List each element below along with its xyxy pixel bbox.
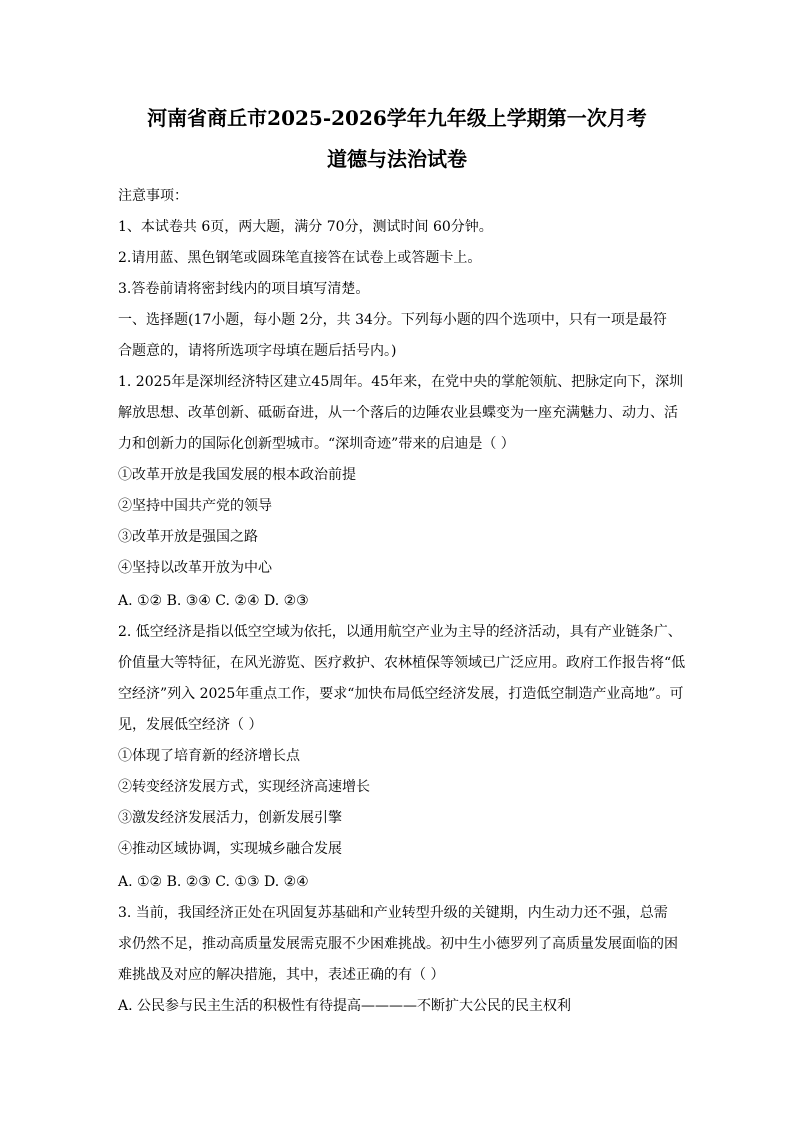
question-2-stem-line: 价值量大等特征，在风光游览、医疗救护、农林植保等领域已广泛应用。政府工作报告将“低 [118, 655, 686, 671]
question-1-stem-line: 解放思想、改革创新、砥砺奋进，从一个落后的边陲农业县蝶变为一座充满魅力、动力、活 [118, 405, 678, 421]
exam-title-line2: 道德与法治试卷 [327, 147, 467, 171]
question-3-stem-line: 难挑战及对应的解决措施，其中，表述正确的有（ ） [118, 967, 445, 983]
question-2-options: A. ①② B. ②③ C. ①③ D. ②④ [118, 874, 309, 890]
question-3-option-a: A. 公民参与民主生活的积极性有待提高————不断扩大公民的民主权利 [118, 998, 572, 1014]
question-2-stem-line: 2. 低空经济是指以低空空域为依托，以通用航空产业为主导的经济活动，具有产业链条广、 [118, 624, 682, 640]
section-intro-line: 合题意的，请将所选项字母填在题后括号内。) [118, 343, 397, 359]
question-1-statement: ④坚持以改革开放为中心 [118, 560, 272, 576]
note-item: 2.请用蓝、黑色钢笔或圆珠笔直接答在试卷上或答题卡上。 [118, 250, 482, 266]
question-3-stem-line: 求仍然不足，推动高质量发展需克服不少困难挑战。初中生小德罗列了高质量发展面临的困 [118, 936, 678, 952]
question-2-statement: ②转变经济发展方式，实现经济高速增长 [118, 779, 370, 795]
question-1-statement: ①改革开放是我国发展的根本政治前提 [118, 467, 356, 483]
question-2-statement: ③激发经济发展活力，创新发展引擎 [118, 810, 342, 826]
question-1-statement: ③改革开放是强国之路 [118, 529, 258, 545]
exam-title-line1: 河南省商丘市2025-2026学年九年级上学期第一次月考 [147, 106, 647, 130]
notes-heading: 注意事项： [118, 188, 188, 204]
question-2-stem-line: 空经济”列入 2025年重点工作，要求“加快布局低空经济发展，打造低空制造产业高地”。可 [118, 686, 684, 702]
question-1-stem-line: 1. 2025年是深圳经济特区建立45周年。45年来，在党中央的掌舵领航、把脉定向下，深圳 [118, 374, 684, 390]
section-intro-line: 一、选择题(17小题，每小题 2分，共 34分。下列每小题的四个选项中，只有一项是最符 [118, 312, 667, 328]
question-1-statement: ②坚持中国共产党的领导 [118, 498, 272, 514]
question-2-statement: ④推动区域协调，实现城乡融合发展 [118, 841, 342, 857]
note-item: 3.答卷前请将密封线内的项目填写清楚。 [118, 281, 370, 297]
question-2-statement: ①体现了培育新的经济增长点 [118, 748, 300, 764]
question-1-options: A. ①② B. ③④ C. ②④ D. ②③ [118, 593, 309, 609]
question-2-stem-line: 见，发展低空经济（ ） [118, 717, 263, 733]
question-1-stem-line: 力和创新力的国际化创新型城市。“深圳奇迹”带来的启迪是（ ） [118, 436, 515, 452]
note-item: 1、本试卷共 6页，两大题，满分 70分，测试时间 60分钟。 [118, 219, 493, 235]
question-3-stem-line: 3. 当前，我国经济正处在巩固复苏基础和产业转型升级的关键期，内生动力还不强，总需 [118, 905, 668, 921]
